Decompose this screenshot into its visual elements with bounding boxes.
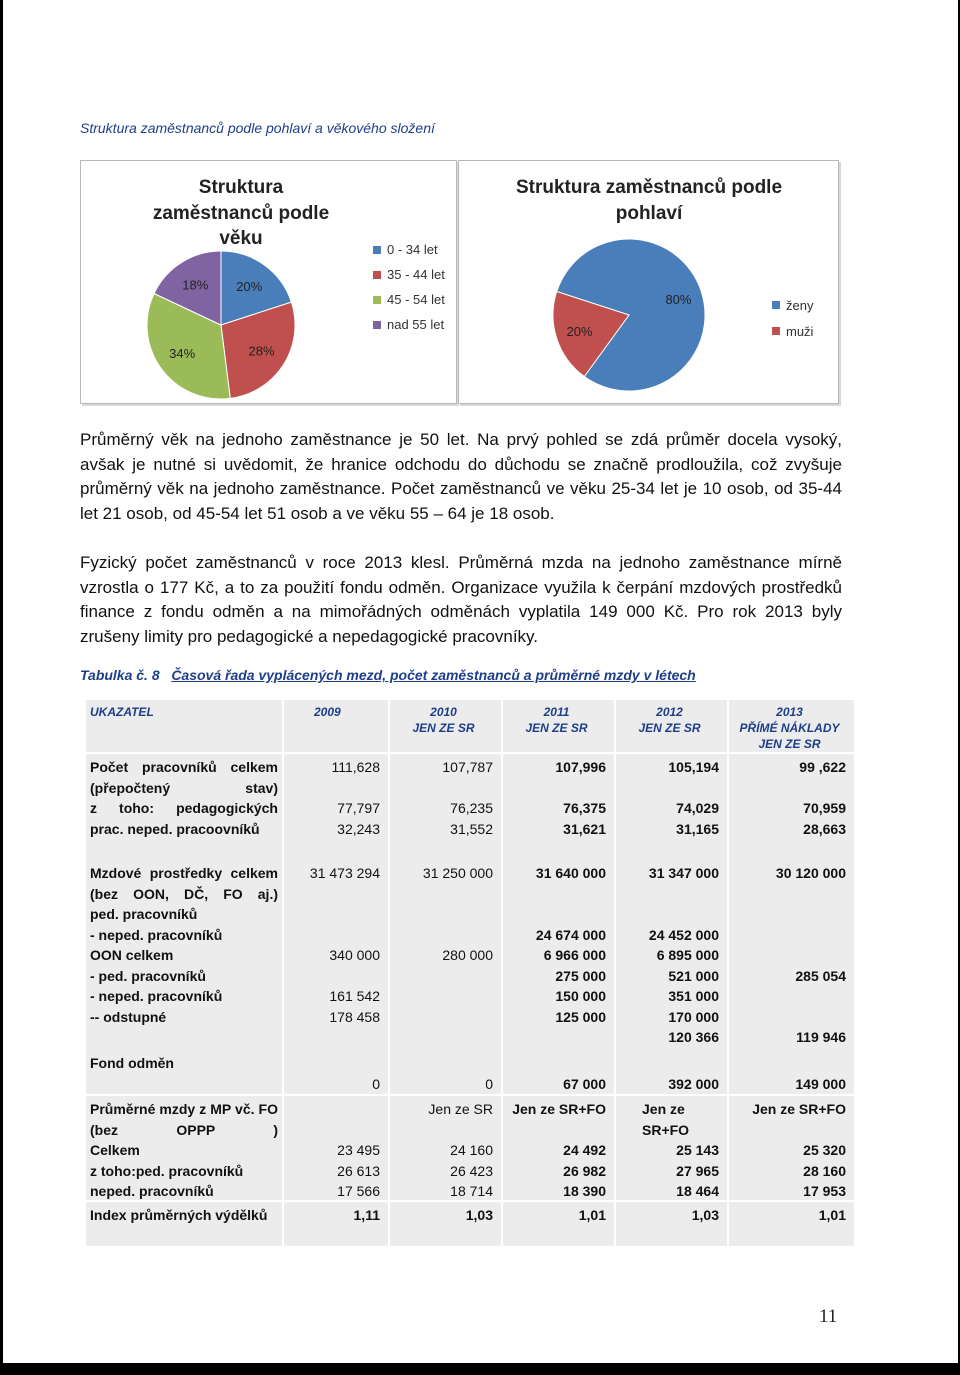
value: 18 464 bbox=[676, 1183, 719, 1199]
value: 76,375 bbox=[563, 800, 606, 816]
col-2013: 149 000 bbox=[727, 1050, 854, 1094]
value: 351 000 bbox=[668, 988, 719, 1004]
header-cell: 2009 bbox=[282, 700, 388, 752]
age-chart-title: Struktura zaměstnanců podle věku bbox=[152, 177, 330, 250]
label-line: Počet pracovníků celkem (přepočtený stav) bbox=[90, 759, 278, 796]
value: 77,797 bbox=[337, 800, 380, 816]
value: 18 390 bbox=[563, 1183, 606, 1199]
legend-item-35-44 bbox=[373, 262, 445, 287]
value: 28,663 bbox=[803, 820, 846, 837]
age-pie bbox=[147, 251, 295, 399]
legend-label: muži bbox=[786, 323, 814, 339]
legend-swatch bbox=[772, 301, 780, 309]
value: 25 320 bbox=[803, 1142, 846, 1158]
sex-pie-svg bbox=[459, 161, 838, 403]
value: 31,552 bbox=[450, 820, 493, 837]
table-row-wage-funds bbox=[86, 859, 854, 1050]
header-cell: 2010 JEN ZE SR bbox=[388, 700, 501, 752]
value: 27 965 bbox=[676, 1162, 719, 1179]
col-2011 bbox=[501, 754, 614, 859]
sex-pie bbox=[553, 239, 705, 391]
row-label bbox=[86, 1096, 282, 1200]
value: 107,996 bbox=[555, 759, 606, 775]
value: 150 000 bbox=[555, 988, 606, 1004]
col-2012 bbox=[614, 754, 727, 859]
col-2013 bbox=[727, 754, 854, 859]
header-cell: 2012 JEN ZE SR bbox=[614, 700, 727, 752]
label-line: Celkem bbox=[90, 1142, 140, 1158]
value: 6 966 000 bbox=[543, 947, 606, 963]
value: 170 000 bbox=[668, 1008, 719, 1025]
value: 30 120 000 bbox=[775, 865, 846, 881]
value: 178 458 bbox=[329, 1008, 380, 1025]
value: 26 982 bbox=[563, 1162, 606, 1179]
row-label: Index průměrných výdělků bbox=[86, 1202, 282, 1246]
col-2011 bbox=[501, 859, 614, 1050]
label-line: - ped. pracovníků bbox=[90, 967, 206, 984]
table-caption-prefix: Tabulka č. bbox=[80, 667, 152, 683]
paragraph-wages-text: Fyzický počet zaměstnanců v roce 2013 klesl. Průměrná mzda na jednoho zaměstnance mírně vzrostla o 177 Kč, a to za použití fondu odměn. Organizace využila k čerpání mzdových prostředků finance z fondu odměn a na mimořádných odměnách vyplatila 149 000 Kč. Pro rok 2013 byly zrušeny limity pro pedagogické a nepedagogické pracovníky. bbox=[80, 553, 842, 646]
value: 521 000 bbox=[668, 967, 719, 984]
value: Jen ze SR+FO bbox=[512, 1101, 606, 1117]
row-label bbox=[86, 754, 282, 859]
section-heading: Struktura zaměstnanců podle pohlaví a věkového složení bbox=[80, 120, 435, 136]
legend-item-zeny bbox=[772, 292, 813, 318]
pie-data-label: 34% bbox=[169, 346, 196, 362]
value: 28 160 bbox=[803, 1162, 846, 1179]
legend-swatch bbox=[373, 321, 381, 329]
col-2013 bbox=[727, 859, 854, 1050]
paragraph-age-text: Průměrný věk na jednoho zaměstnance je 50 let. Na prvý pohled se zdá průměr docela vysoký, avšak je nutné si uvědomit, že hranice odchodu do důchodu se značně prodloužila, což zvyšuje průměrný věk na jednoho zaměstnance. Počet zaměstnanců ve věku 25-34 let je 10 osob, od 35-44 let 21 osob, od 45-54 let 51 osob a ve věku 55 – 64 je 18 osob. bbox=[80, 430, 842, 523]
value: 6 895 000 bbox=[656, 947, 719, 963]
legend-swatch bbox=[373, 296, 381, 304]
value: 25 143 bbox=[676, 1142, 719, 1158]
value: 74,029 bbox=[676, 800, 719, 816]
col-2009 bbox=[282, 1096, 388, 1200]
value: Jen ze SR bbox=[428, 1101, 493, 1117]
legend-item-45-54 bbox=[373, 287, 445, 312]
value: 31,165 bbox=[676, 820, 719, 837]
value: 32,243 bbox=[337, 820, 380, 837]
sex-legend bbox=[772, 292, 813, 344]
label-line: -- odstupné bbox=[90, 1008, 167, 1025]
value: 340 000 bbox=[329, 947, 380, 963]
value: Jen ze bbox=[642, 1101, 685, 1117]
label-line: neped. pracovníků bbox=[90, 1183, 214, 1199]
col-2009: 0 bbox=[282, 1050, 388, 1094]
paragraph-age bbox=[80, 428, 842, 526]
value: 17 566 bbox=[337, 1183, 380, 1199]
value: 31 640 000 bbox=[535, 865, 606, 881]
col-2012 bbox=[614, 859, 727, 1050]
col-2011 bbox=[501, 1096, 614, 1200]
legend-label: ženy bbox=[786, 297, 814, 313]
pie-data-label: 20% bbox=[566, 324, 593, 340]
label-line: - neped. pracovníků bbox=[90, 988, 223, 1004]
value: 105,194 bbox=[668, 759, 719, 775]
value: 18 714 bbox=[450, 1183, 493, 1199]
col-2011: 1,01 bbox=[501, 1202, 614, 1246]
value: 31,621 bbox=[563, 820, 606, 837]
table-caption-number: 8 bbox=[151, 667, 160, 683]
value: 99 ,622 bbox=[799, 759, 846, 775]
col-2010: 0 bbox=[388, 1050, 501, 1094]
value: 31 473 294 bbox=[309, 865, 380, 881]
col-2012: 392 000 bbox=[614, 1050, 727, 1094]
page-border-bottom bbox=[0, 1363, 960, 1375]
value: 125 000 bbox=[555, 1008, 606, 1025]
value: 280 000 bbox=[442, 947, 493, 963]
value: 111,628 bbox=[331, 759, 380, 775]
legend-item-55-plus bbox=[373, 312, 445, 337]
table-header-row bbox=[86, 700, 854, 752]
value: 275 000 bbox=[555, 967, 606, 984]
label-line: prac. neped. pracoovníků bbox=[90, 820, 260, 837]
label-line: z toho:ped. pracovníků bbox=[90, 1162, 244, 1179]
value: 26 423 bbox=[450, 1162, 493, 1179]
value: 31 250 000 bbox=[422, 865, 493, 881]
col-2010 bbox=[388, 859, 501, 1050]
col-2011: 67 000 bbox=[501, 1050, 614, 1094]
col-2013: 1,01 bbox=[727, 1202, 854, 1246]
label-line: Mzdové prostředky celkem (bez OON, DČ, FO aj.) bbox=[90, 865, 278, 902]
row-label bbox=[86, 859, 282, 1050]
col-2010 bbox=[388, 1096, 501, 1200]
col-2009 bbox=[282, 754, 388, 859]
col-2009 bbox=[282, 859, 388, 1050]
sex-chart-title: Struktura zaměstnanců podle pohlaví bbox=[515, 177, 783, 224]
label-line: - neped. pracovníků bbox=[90, 926, 223, 943]
value: 24 452 000 bbox=[648, 926, 719, 943]
legend-swatch bbox=[373, 246, 381, 254]
value: 119 946 bbox=[796, 1029, 846, 1045]
pie-data-label: 80% bbox=[665, 291, 692, 307]
pie-data-label: 28% bbox=[248, 343, 275, 359]
col-2012 bbox=[614, 1096, 727, 1200]
header-cell: UKAZATEL bbox=[86, 700, 282, 752]
value: 120 366 bbox=[668, 1029, 719, 1045]
col-2013 bbox=[727, 1096, 854, 1200]
value: 31 347 000 bbox=[648, 865, 719, 881]
header-cell: 2011 JEN ZE SR bbox=[501, 700, 614, 752]
paragraph-wages bbox=[80, 551, 842, 649]
table-row-staff-count bbox=[86, 754, 854, 859]
value: 23 495 bbox=[337, 1142, 380, 1158]
legend-swatch bbox=[373, 271, 381, 279]
value: 24 160 bbox=[450, 1142, 493, 1158]
value: 70,959 bbox=[803, 800, 846, 816]
value: 285 054 bbox=[795, 967, 846, 984]
table-row-average-wages bbox=[86, 1096, 854, 1200]
pie-data-label: 18% bbox=[182, 277, 209, 293]
label-line: ped. pracovníků bbox=[90, 906, 198, 922]
table-row-wage-index bbox=[86, 1202, 854, 1246]
col-2010 bbox=[388, 754, 501, 859]
value: 24 674 000 bbox=[535, 926, 606, 943]
value: SR+FO bbox=[642, 1121, 690, 1138]
value: 26 613 bbox=[337, 1162, 380, 1179]
col-2010: 1,03 bbox=[388, 1202, 501, 1246]
page-number: 11 bbox=[819, 1306, 838, 1327]
value: 17 953 bbox=[803, 1183, 846, 1199]
legend-item-0-34 bbox=[373, 237, 445, 262]
header-cell: 2013 PŘÍMÉ NÁKLADY JEN ZE SR bbox=[727, 700, 854, 752]
table-caption bbox=[80, 667, 696, 683]
value: 107,787 bbox=[442, 759, 493, 775]
row-label: Fond odměn bbox=[86, 1050, 282, 1094]
value: Jen ze SR+FO bbox=[752, 1101, 846, 1117]
value: 24 492 bbox=[563, 1142, 606, 1158]
sex-chart bbox=[458, 160, 839, 404]
label-line: z toho: pedagogických bbox=[90, 800, 278, 816]
legend-label: 35 - 44 let bbox=[387, 267, 445, 282]
page-border-left bbox=[0, 0, 3, 1375]
table-row-bonus-fund bbox=[86, 1050, 854, 1094]
value: 161 542 bbox=[329, 988, 380, 1004]
label-line: Průměrné mzdy z MP vč. FO (bez OPPP ) bbox=[90, 1101, 278, 1138]
table-caption-text: Časová řada vyplácených mezd, počet zaměstnanců a průměrné mzdy v létech bbox=[171, 667, 696, 683]
legend-label: nad 55 let bbox=[387, 317, 445, 332]
legend-label: 0 - 34 let bbox=[387, 242, 438, 257]
label-line: OON celkem bbox=[90, 947, 174, 963]
col-2012: 1,03 bbox=[614, 1202, 727, 1246]
age-legend bbox=[373, 237, 445, 337]
legend-label: 45 - 54 let bbox=[387, 292, 445, 307]
legend-item-muzi bbox=[772, 318, 813, 344]
legend-swatch bbox=[772, 327, 780, 335]
value: 76,235 bbox=[450, 800, 493, 816]
pie-data-label: 20% bbox=[236, 279, 263, 295]
age-chart bbox=[80, 160, 457, 404]
col-2009: 1,11 bbox=[282, 1202, 388, 1246]
